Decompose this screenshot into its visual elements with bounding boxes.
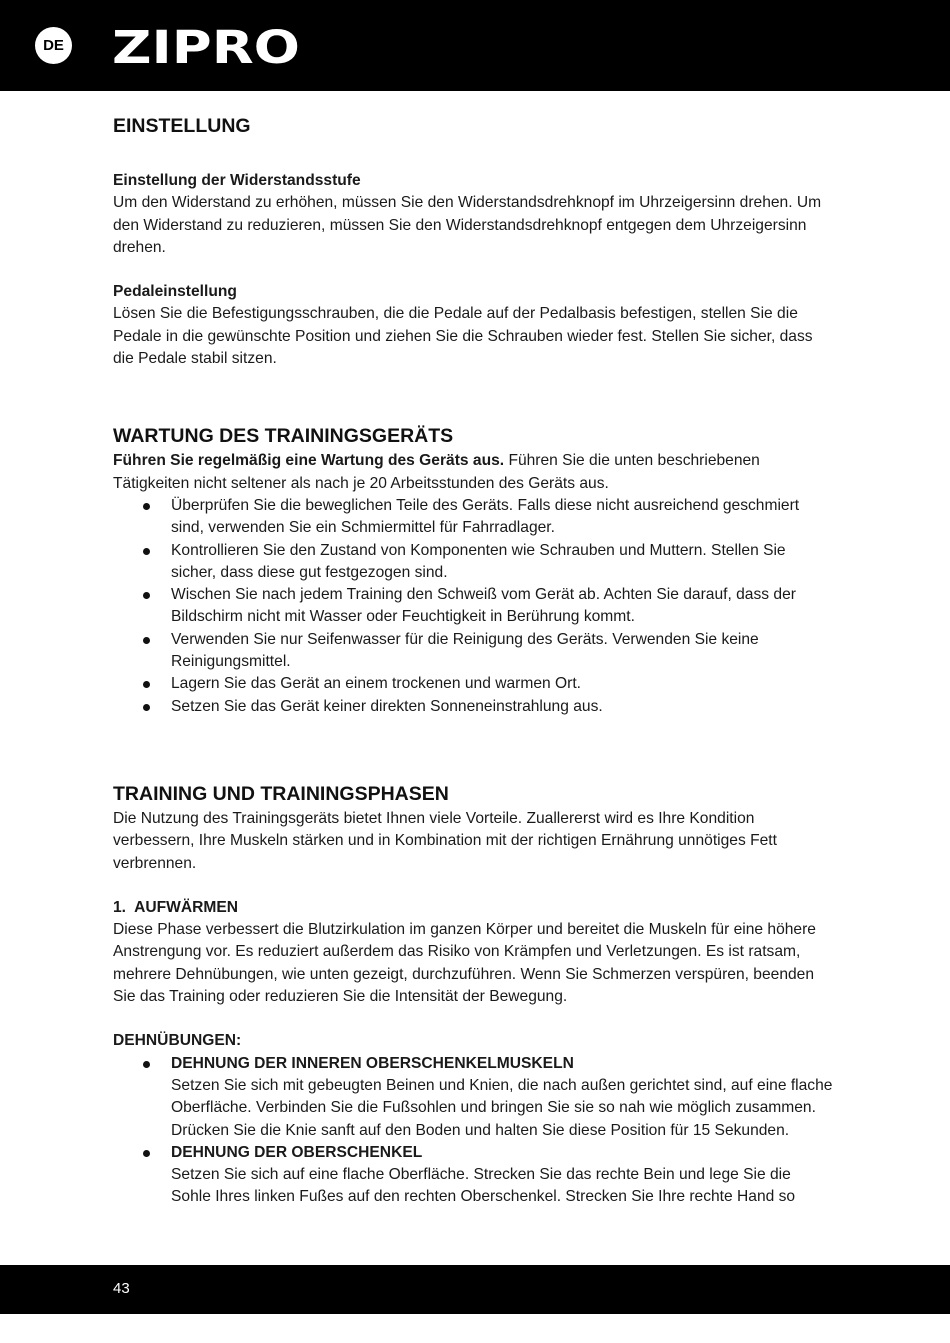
list-item: Wischen Sie nach jedem Training den Schweiß vom Gerät ab. Achten Sie darauf, dass der Bildschirm nicht mit Wasser oder Feuchtigkeit in Berührung kommt. (113, 584, 833, 629)
stretch-title: DEHNUNG DER INNEREN OBERSCHENKELMUSKELN (171, 1054, 574, 1072)
bullet-icon (143, 548, 150, 555)
stretch-text: Setzen Sie sich auf eine flache Oberfläche. Strecken Sie das rechte Bein und lege Sie die Sohle Ihres linken Fußes auf den rechten Oberschenkel. Strecken Sie Ihre rechte Hand so (171, 1166, 796, 1206)
document-body (113, 112, 833, 1209)
page-header (0, 0, 950, 91)
stretch-text: Setzen Sie sich mit gebeugten Beinen und Knien, die nach außen gerichtet sind, auf eine flache Oberfläche. Verbinden Sie die Fußsohlen und bringen Sie sie so nah wie möglich zusammen. Drücken Sie die Knie sanft auf den Boden und halten Sie diese Position für 15 Sekunden. (171, 1076, 833, 1139)
logo-text: ZIPRO (112, 25, 300, 67)
list-item: Überprüfen Sie die beweglichen Teile des Geräts. Falls diese nicht ausreichend geschmiert sind, verwenden Sie ein Schmiermittel für Fahrradlager. (113, 495, 833, 540)
paragraph-warmup: Diese Phase verbessert die Blutzirkulation im ganzen Körper und bereitet die Muskeln für eine höhere Anstrengung vor. Es reduziert außerdem das Risiko von Krämpfen und Verletzungen. Es ist ratsam, mehrere Dehnübungen, wie unten gezeigt, durchzuführen. Wenn Sie Schmerzen verspüren, beenden Sie das Training oder reduzieren Sie die Intensität der Bewegung. (113, 921, 816, 1006)
bullet-icon (143, 592, 150, 599)
bullet-icon (143, 1150, 150, 1157)
list-item: Setzen Sie das Gerät keiner direkten Sonneneinstrahlung aus. (113, 696, 833, 718)
page-footer (0, 1265, 950, 1314)
paragraph-maintenance-intro (113, 450, 833, 495)
bullet-icon (143, 704, 150, 711)
zipro-logo (112, 25, 300, 67)
subsection-title-resistance: Einstellung der Widerstandsstufe (113, 172, 361, 189)
paragraph-resistance: Um den Widerstand zu erhöhen, müssen Sie den Widerstandsdrehknopf im Uhrzeigersinn drehen. Um den Widerstand zu reduzieren, müssen Sie den Widerstandsdrehknopf entgegen dem Uhrzeigersinn drehen. (113, 194, 822, 256)
maintenance-intro-bold: Führen Sie regelmäßig eine Wartung des Geräts aus. (113, 452, 505, 470)
bullet-icon (143, 637, 150, 644)
list-item (113, 1142, 833, 1209)
paragraph-pedal: Lösen Sie die Befestigungsschrauben, die die Pedale auf der Pedalbasis befestigen, stellen Sie die Pedale in die gewünschte Position und ziehen Sie die Schrauben wieder fest. Stellen Sie sicher, dass die Pedale stabil sitzen. (113, 305, 813, 368)
stretch-title: DEHNUNG DER OBERSCHENKEL (171, 1143, 423, 1161)
list-item (113, 1053, 833, 1142)
subsection-title-pedal: Pedaleinstellung (113, 283, 237, 301)
section-title-training: TRAINING UND TRAININGSPHASEN (113, 782, 449, 805)
bullet-icon (143, 1061, 150, 1068)
bullet-icon (143, 681, 150, 688)
maintenance-list (113, 495, 833, 718)
bullet-icon (143, 503, 150, 510)
stretch-list (113, 1053, 833, 1209)
list-item: Lagern Sie das Gerät an einem trockenen und warmen Ort. (113, 673, 833, 695)
maintenance-intro-text: Führen Sie die unten beschriebenen Tätigkeiten nicht seltener als nach je 20 Arbeitsstunden des Geräts aus. (113, 452, 760, 492)
section-title-einstellung: EINSTELLUNG (113, 115, 251, 137)
list-item: Verwenden Sie nur Seifenwasser für die Reinigung des Geräts. Verwenden Sie keine Reinigungsmittel. (113, 629, 833, 674)
section-title-wartung: WARTUNG DES TRAININGSGERÄTS (113, 425, 454, 448)
stretch-heading: DEHNÜBUNGEN: (113, 1032, 242, 1050)
phase-title-warmup: 1. AUFWÄRMEN (113, 898, 239, 916)
list-item: Kontrollieren Sie den Zustand von Komponenten wie Schrauben und Muttern. Stellen Sie sicher, dass diese gut festgezogen sind. (113, 540, 833, 585)
page-number: 43 (113, 1280, 130, 1297)
language-badge: DE (35, 27, 72, 64)
paragraph-training-intro: Die Nutzung des Trainingsgeräts bietet Ihnen viele Vorteile. Zuallererst wird es Ihre Kondition verbessern, Ihre Muskeln stärken und in Kombination mit der richtigen Ernährung unnötiges Fett verbrennen. (113, 809, 777, 872)
